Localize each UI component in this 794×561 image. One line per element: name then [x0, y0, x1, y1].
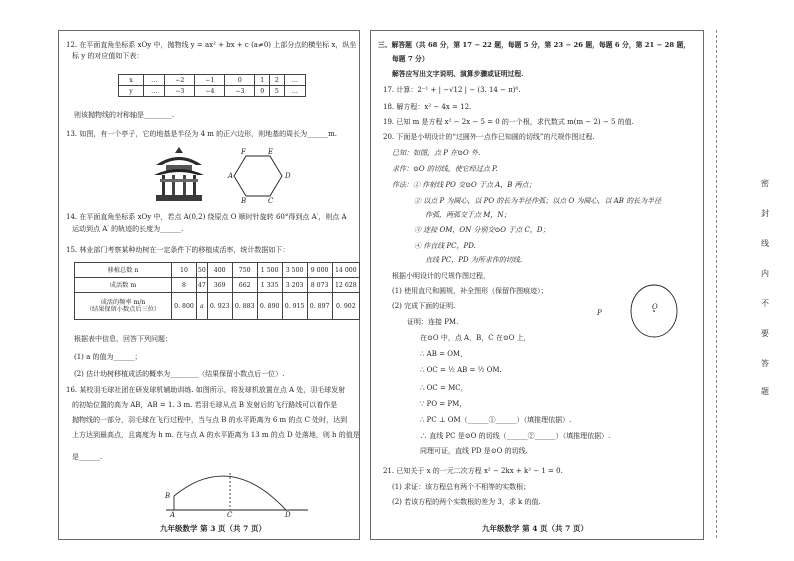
- parabola-label-a: A: [170, 511, 176, 519]
- hex-label-b: B: [241, 197, 247, 205]
- q20-part1: (1) 使用直尺和圆规，补全图形（保留作图痕迹）；: [392, 287, 548, 295]
- section3-line1: 三、解答题（共 68 分，第 17 − 22 题，每题 5 分，第 23 − 26 题，每题 6 分，第 21 − 28 题，: [378, 41, 691, 49]
- q20-part2: (2) 完成下面的证明.: [392, 302, 456, 310]
- q21-line2: (1) 求证：该方程总有两个不相等的实数根；: [392, 483, 531, 491]
- table-cell: 2: [270, 75, 285, 86]
- table-row: [119, 75, 306, 86]
- q13-line1: 13. 如图，有一个亭子，它的地基是半径为 4 m 的正六边形，则地基的周长为______m.: [66, 130, 337, 138]
- q15-line1: 15. 林业部门考察某种幼树在一定条件下的移植成活率，统计数据如下：: [66, 246, 290, 254]
- margin-char: 不: [761, 299, 769, 308]
- q20-step3: ③ 连接 OM，ON 分别交⊙O 于点 C，D；: [414, 226, 550, 234]
- q20-intro: 根据小明设计的尺规作图过程，: [392, 272, 490, 280]
- table-cell: 14 000: [332, 263, 359, 278]
- margin-char: 密: [761, 179, 769, 188]
- q20-proof4: ∴ OC = MC，: [420, 384, 468, 392]
- table-cell: 0. 897: [307, 293, 332, 320]
- table-cell: 1: [255, 75, 270, 86]
- table-cell: …: [144, 86, 165, 97]
- hex-label-d: D: [285, 172, 291, 180]
- table-row: [75, 278, 360, 293]
- hex-label-e: E: [268, 148, 274, 156]
- q21-line1: 21. 已知关于 x 的一元二次方程 x² − 2kx + k² − 1 = 0.: [383, 467, 563, 475]
- table-cell: −4: [195, 86, 225, 97]
- point-p-label: P: [597, 309, 602, 317]
- table-cell: 0. 923: [207, 293, 232, 320]
- q20-proof7: ∴ 直线 PC 是⊙O 的切线（______②______）（填推理依据）.: [420, 432, 611, 440]
- table-row: [75, 263, 360, 278]
- q15-line4: (2) 估计幼树移植成活的概率为________（结果保留小数点后一位）.: [74, 370, 285, 378]
- table-row: [119, 86, 306, 97]
- table-cell: …: [284, 86, 305, 97]
- table-cell: 0. 890: [257, 293, 282, 320]
- hex-label-a: A: [228, 172, 234, 180]
- margin-char: 线: [761, 239, 769, 248]
- table-cell: 662: [232, 278, 257, 293]
- table-cell: 9 000: [307, 263, 332, 278]
- table-cell: 0. 883: [232, 293, 257, 320]
- table-cell: 成活数 m: [75, 278, 172, 293]
- section3-line2: 每题 7 分）: [392, 55, 429, 63]
- q20-ask: 求作：⊙O 的切线，使它经过点 P.: [392, 165, 498, 173]
- table-row: [75, 293, 360, 320]
- table-cell: −3: [165, 86, 195, 97]
- q12-line2: 标 y 的对应值如下表：: [72, 52, 144, 60]
- q21-line3: (2) 若该方程的两个实数根的差为 3，求 k 的值.: [392, 498, 541, 506]
- table-cell: 3 500: [282, 263, 307, 278]
- table-cell: 12 628: [332, 278, 359, 293]
- q16-line2: 的初始位置的高为 AB，AB = 1. 3 m. 若羽毛球从点 B 发射后的飞行路线可以看作是: [72, 401, 338, 409]
- q15-line2: 根据表中信息，回答下列问题：: [74, 335, 172, 343]
- margin-char: 内: [761, 269, 769, 278]
- table-cell: 8: [172, 278, 197, 293]
- table-cell: a: [196, 293, 207, 320]
- q12-line1: 12. 在平面直角坐标系 xOy 中，抛物线 y = ax² + bx + c (a≠0) 上部分点的横坐标 x，纵坐: [66, 41, 357, 49]
- margin-char: 要: [761, 329, 769, 338]
- q14-line2: 运动到点 A′ 的轨迹的长度为______.: [72, 225, 184, 233]
- table-cell: 3 203: [282, 278, 307, 293]
- q20-proof6: ∴ PC ⊥ OM（______①______）（填推理依据）.: [420, 416, 572, 424]
- table-cell: [75, 293, 172, 320]
- q20-step2b: 作弧，两弧交于点 M，N；: [425, 211, 511, 219]
- q16-line4: 上方达到最高点，且离度为 h m. 在与点 A 的水平距离为 13 m 的点 D 处落地，则 h 的值是: [72, 431, 360, 439]
- table-cell: −3: [225, 86, 255, 97]
- table-cell: 0. 902: [332, 293, 359, 320]
- table-cell: …: [144, 75, 165, 86]
- frequency-label: 成活的频率 m/n: [100, 299, 146, 306]
- q14-line1: 14. 在平面直角坐标系 xOy 中，若点 A(0,2) 绕原点 O 顺时针旋转 60°得到点 A′，则点 A: [66, 213, 347, 221]
- q19: 19. 已知 m 是方程 x² − 2x − 5 = 0 的一个根，求代数式 m(m − 2) − 5 的值.: [383, 118, 634, 126]
- table-cell: 8 073: [307, 278, 332, 293]
- table-cell: 369: [207, 278, 232, 293]
- table-cell: −1: [195, 75, 225, 86]
- q18: 18. 解方程：x² − 4x = 12.: [383, 103, 472, 111]
- table-cell: …: [284, 75, 305, 86]
- frequency-note: （结果保留小数点后三位）: [85, 306, 161, 313]
- table-cell: 5: [270, 86, 285, 97]
- table-cell: 400: [207, 263, 232, 278]
- table-cell: 0. 915: [282, 293, 307, 320]
- q16-line3: 抛物线的一部分，羽毛球在飞行过程中，当与点 B 的水平距离为 6 m 的点 C 处时，达到: [72, 416, 348, 424]
- table-cell: −2: [165, 75, 195, 86]
- parabola-diagram: [160, 466, 310, 516]
- center-o-label: O: [652, 303, 658, 311]
- table-cell: 50: [196, 263, 207, 278]
- q20-title: 20. 下面是小明设计的“过圆外一点作已知圆的切线”的尺规作图过程.: [383, 133, 595, 141]
- margin-char: 答: [761, 359, 769, 368]
- table-cell: 移植总数 n: [75, 263, 172, 278]
- q20-proof2: ∴ AB = OM，: [420, 350, 468, 358]
- q20-proof1: 在⊙O 中，点 A，B，C 在⊙O 上，: [420, 334, 531, 342]
- left-page-footer: 九年级数学 第 3 页（共 7 页）: [160, 524, 266, 533]
- q17: 17. 计算：2⁻¹ + | −√12 | − (3. 14 − π)⁰.: [383, 86, 521, 94]
- binding-margin-line: [716, 30, 717, 538]
- table-cell: 1 500: [257, 263, 282, 278]
- q20-step4: ④ 作直线 PC，PD.: [414, 242, 476, 250]
- q12-line3: 则该抛物线的对称轴是________.: [74, 111, 175, 119]
- parabola-label-d: D: [285, 511, 291, 519]
- hex-label-f: F: [241, 148, 246, 156]
- q16-line5: 是______.: [72, 453, 103, 461]
- q20-proof0: 证明：连接 PM.: [407, 318, 459, 326]
- table-cell: x: [119, 75, 144, 86]
- margin-char: 题: [761, 387, 769, 396]
- q15-table: [74, 262, 360, 320]
- q20-proof3: ∴ OC = ½ AB = ½ OM.: [420, 366, 502, 374]
- table-cell: y: [119, 86, 144, 97]
- q20-proof8: 同理可证，直线 PD 是⊙O 的切线.: [420, 447, 528, 455]
- table-cell: 47: [196, 278, 207, 293]
- parabola-label-c: C: [227, 511, 233, 519]
- q16-line1: 16. 某校羽毛球社团在研发球机辅助训练. 如图所示，将发球机放置在点 A 处，羽毛球发射: [66, 386, 346, 394]
- parabola-label-b: B: [165, 492, 171, 500]
- right-page-footer: 九年级数学 第 4 页（共 7 页）: [482, 524, 588, 533]
- q20-step5: 直线 PC，PD 为所求作的切线.: [425, 256, 523, 264]
- table-cell: 0: [225, 75, 255, 86]
- table-cell: 0: [255, 86, 270, 97]
- table-cell: 0. 800: [172, 293, 197, 320]
- q20-step1: 作法：① 作射线 PO 交⊙O 于点 A，B 两点；: [392, 181, 536, 189]
- margin-char: 封: [761, 209, 769, 218]
- hex-label-c: C: [268, 197, 274, 205]
- q12-table: [118, 74, 306, 97]
- table-cell: 750: [232, 263, 257, 278]
- table-cell: 10: [172, 263, 197, 278]
- section3-line3: 解答应写出文字说明、演算步骤或证明过程.: [392, 70, 524, 78]
- q20-step2: ② 以点 P 为圆心，以 PO 的长为半径作弧；以点 O 为圆心，以 AB 的长为半径: [414, 197, 662, 205]
- pavilion-illustration: [150, 145, 208, 203]
- q15-line3: (1) a 的值为______；: [74, 353, 142, 361]
- table-cell: 1 335: [257, 278, 282, 293]
- q20-proof5: ∵ PO = PM，: [420, 400, 467, 408]
- q20-given: 已知：如图，点 P 在⊙O 外.: [392, 149, 481, 157]
